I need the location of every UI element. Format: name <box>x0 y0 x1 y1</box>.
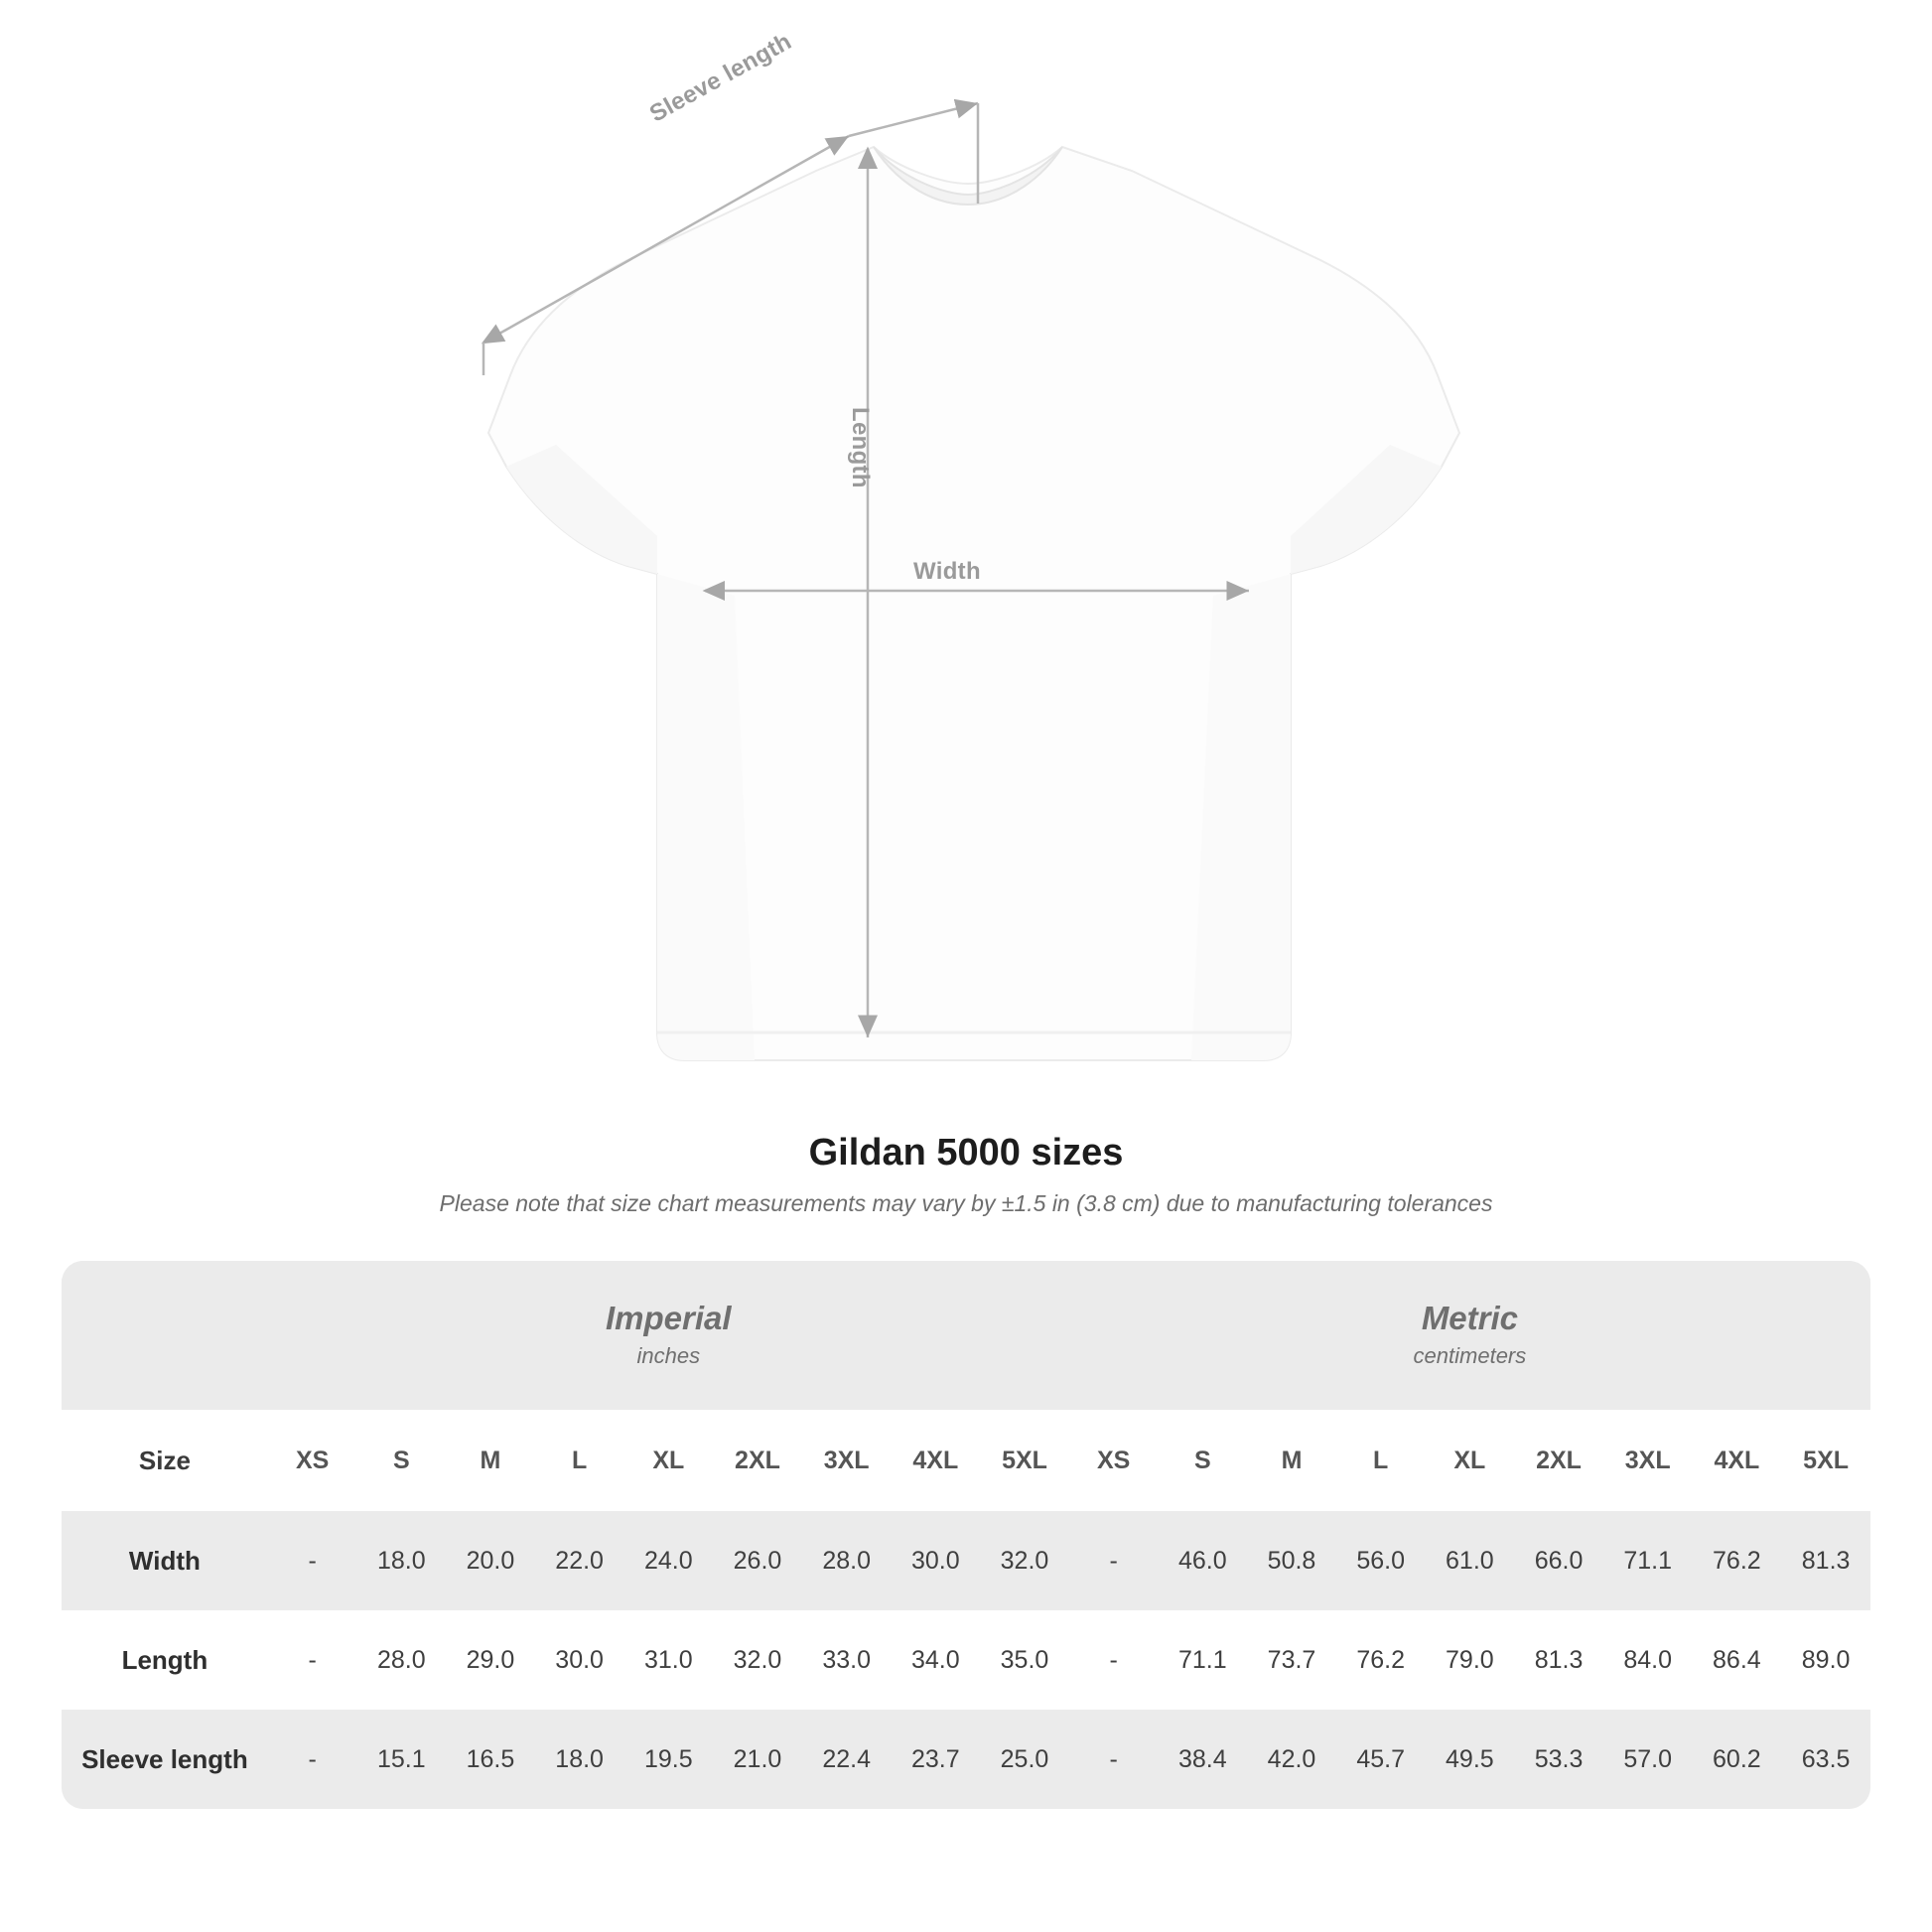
cell-width-met-l: 56.0 <box>1336 1511 1426 1610</box>
cell-width-imp-xl: 24.0 <box>623 1511 713 1610</box>
header-size-label: Size <box>62 1410 268 1511</box>
header-col-met-4xl: 4XL <box>1693 1410 1782 1511</box>
unit-group-metric <box>1069 1261 1870 1410</box>
table-row <box>62 1610 1870 1710</box>
cell-length-met-3xl: 84.0 <box>1603 1610 1693 1710</box>
header-col-met-xs: XS <box>1069 1410 1159 1511</box>
cell-sleeve-imp-m: 16.5 <box>446 1710 535 1809</box>
page-subtitle: Please note that size chart measurements may vary by ±1.5 in (3.8 cm) due to manufacturing tolerances <box>439 1190 1493 1216</box>
cell-width-met-3xl: 71.1 <box>1603 1511 1693 1610</box>
cell-width-met-m: 50.8 <box>1247 1511 1336 1610</box>
header-col-met-3xl: 3XL <box>1603 1410 1693 1511</box>
cell-sleeve-met-s: 38.4 <box>1159 1710 1248 1809</box>
header-col-imp-xs: XS <box>268 1410 357 1511</box>
cell-width-met-s: 46.0 <box>1159 1511 1248 1610</box>
unit-group-row <box>62 1261 1870 1410</box>
cell-length-met-m: 73.7 <box>1247 1610 1336 1710</box>
cell-length-imp-4xl: 34.0 <box>891 1610 980 1710</box>
header-col-imp-3xl: 3XL <box>802 1410 892 1511</box>
header-col-imp-xl: XL <box>623 1410 713 1511</box>
cell-sleeve-imp-4xl: 23.7 <box>891 1710 980 1809</box>
cell-width-imp-xs: - <box>268 1511 357 1610</box>
cell-length-imp-5xl: 35.0 <box>980 1610 1069 1710</box>
cell-length-imp-xl: 31.0 <box>623 1610 713 1710</box>
cell-sleeve-imp-l: 18.0 <box>535 1710 624 1809</box>
cell-sleeve-met-l: 45.7 <box>1336 1710 1426 1809</box>
header-col-met-s: S <box>1159 1410 1248 1511</box>
size-table-wrapper <box>62 1261 1870 1809</box>
width-label: Width <box>913 558 981 585</box>
cell-width-met-xl: 61.0 <box>1426 1511 1515 1610</box>
header-col-met-5xl: 5XL <box>1781 1410 1870 1511</box>
cell-width-imp-s: 18.0 <box>356 1511 446 1610</box>
table-row <box>62 1511 1870 1610</box>
cell-length-met-xs: - <box>1069 1610 1159 1710</box>
cell-width-met-2xl: 66.0 <box>1514 1511 1603 1610</box>
cell-width-imp-l: 22.0 <box>535 1511 624 1610</box>
cell-length-imp-s: 28.0 <box>356 1610 446 1710</box>
cell-sleeve-met-3xl: 57.0 <box>1603 1710 1693 1809</box>
header-col-imp-l: L <box>535 1410 624 1511</box>
cell-width-imp-m: 20.0 <box>446 1511 535 1610</box>
cell-length-imp-xs: - <box>268 1610 357 1710</box>
header-col-imp-4xl: 4XL <box>891 1410 980 1511</box>
cell-length-met-4xl: 86.4 <box>1693 1610 1782 1710</box>
length-label: Length <box>847 407 874 488</box>
cell-width-met-5xl: 81.3 <box>1781 1511 1870 1610</box>
cell-width-met-xs: - <box>1069 1511 1159 1610</box>
header-col-met-xl: XL <box>1426 1410 1515 1511</box>
header-col-imp-m: M <box>446 1410 535 1511</box>
cell-sleeve-met-5xl: 63.5 <box>1781 1710 1870 1809</box>
cell-length-imp-l: 30.0 <box>535 1610 624 1710</box>
cell-sleeve-met-m: 42.0 <box>1247 1710 1336 1809</box>
cell-sleeve-met-xs: - <box>1069 1710 1159 1809</box>
unit-group-imperial-name: Imperial <box>606 1299 732 1336</box>
header-col-met-m: M <box>1247 1410 1336 1511</box>
cell-width-imp-4xl: 30.0 <box>891 1511 980 1610</box>
cell-length-met-2xl: 81.3 <box>1514 1610 1603 1710</box>
cell-sleeve-met-4xl: 60.2 <box>1693 1710 1782 1809</box>
header-col-imp-2xl: 2XL <box>713 1410 802 1511</box>
unit-spacer-cell <box>62 1261 268 1410</box>
cell-width-imp-3xl: 28.0 <box>802 1511 892 1610</box>
header-col-imp-5xl: 5XL <box>980 1410 1069 1511</box>
cell-length-met-xl: 79.0 <box>1426 1610 1515 1710</box>
cell-length-met-s: 71.1 <box>1159 1610 1248 1710</box>
header-col-met-2xl: 2XL <box>1514 1410 1603 1511</box>
size-table <box>62 1261 1870 1809</box>
title-block <box>0 1132 1932 1217</box>
unit-group-metric-sub: centimeters <box>1413 1343 1527 1369</box>
cell-sleeve-met-2xl: 53.3 <box>1514 1710 1603 1809</box>
sleeve-length-label: Sleeve length <box>645 28 796 128</box>
cell-sleeve-imp-5xl: 25.0 <box>980 1710 1069 1809</box>
cell-length-met-l: 76.2 <box>1336 1610 1426 1710</box>
row-label-sleeve-length: Sleeve length <box>62 1710 268 1809</box>
header-col-imp-s: S <box>356 1410 446 1511</box>
cell-sleeve-met-xl: 49.5 <box>1426 1710 1515 1809</box>
cell-length-imp-2xl: 32.0 <box>713 1610 802 1710</box>
cell-width-imp-5xl: 32.0 <box>980 1511 1069 1610</box>
table-row <box>62 1710 1870 1809</box>
header-col-met-l: L <box>1336 1410 1426 1511</box>
unit-group-imperial-sub: inches <box>636 1343 701 1369</box>
row-label-length: Length <box>62 1610 268 1710</box>
cell-sleeve-imp-3xl: 22.4 <box>802 1710 892 1809</box>
cell-sleeve-imp-xl: 19.5 <box>623 1710 713 1809</box>
cell-sleeve-imp-xs: - <box>268 1710 357 1809</box>
unit-group-imperial <box>268 1261 1069 1410</box>
cell-sleeve-imp-s: 15.1 <box>356 1710 446 1809</box>
page-title: Gildan 5000 sizes <box>808 1132 1124 1173</box>
cell-length-met-5xl: 89.0 <box>1781 1610 1870 1710</box>
cell-length-imp-3xl: 33.0 <box>802 1610 892 1710</box>
table-header-row <box>62 1410 1870 1511</box>
cell-length-imp-m: 29.0 <box>446 1610 535 1710</box>
cell-width-met-4xl: 76.2 <box>1693 1511 1782 1610</box>
cell-width-imp-2xl: 26.0 <box>713 1511 802 1610</box>
cell-sleeve-imp-2xl: 21.0 <box>713 1710 802 1809</box>
unit-group-metric-name: Metric <box>1421 1299 1519 1336</box>
row-label-width: Width <box>62 1511 268 1610</box>
